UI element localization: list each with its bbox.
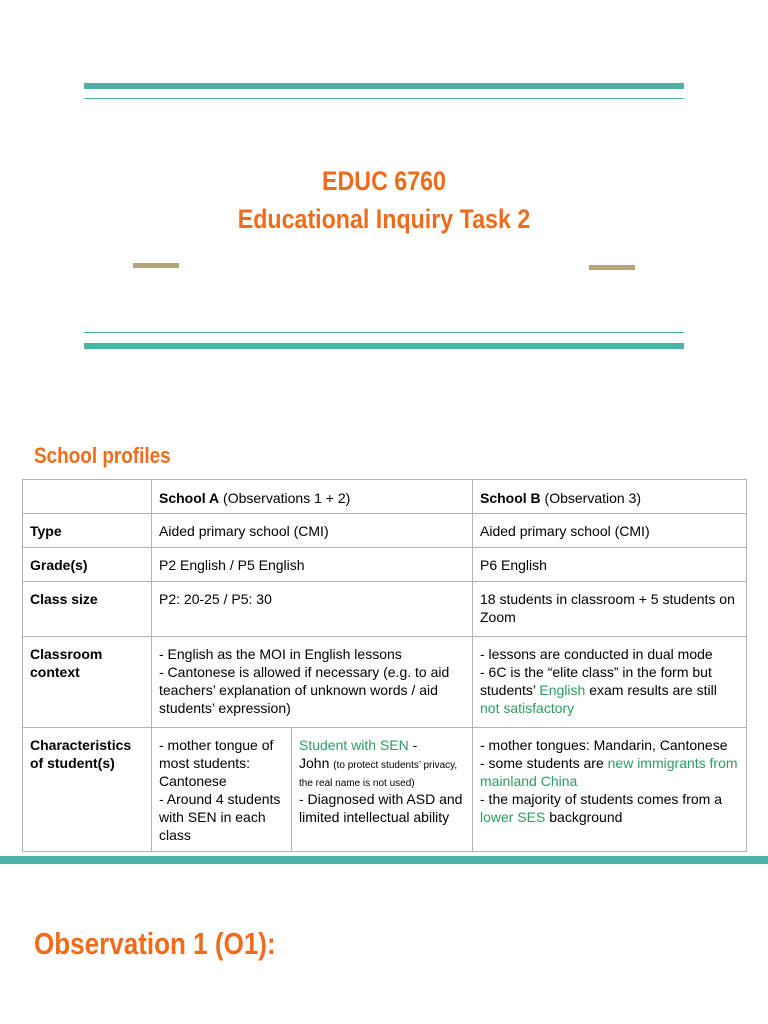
table-row bbox=[23, 728, 747, 852]
characteristics-b-line3 bbox=[480, 790, 739, 826]
characteristics-b-text3: background bbox=[545, 809, 623, 825]
school-a-name: School A bbox=[159, 490, 220, 506]
characteristics-b-text2: - the majority of students comes from a bbox=[480, 791, 722, 807]
class-size-school-b: 18 students in classroom + 5 students on Zoom bbox=[473, 582, 747, 637]
characteristics-a-left1: - mother tongue of most students: Cantonese bbox=[159, 737, 274, 789]
characteristics-b-highlight-immigrants: new immigrants from mainland China bbox=[480, 755, 738, 789]
row-label-grade: Grade(s) bbox=[23, 548, 152, 582]
type-school-b: Aided primary school (CMI) bbox=[473, 514, 747, 548]
characteristics-school-b bbox=[473, 728, 747, 852]
context-b-highlight-english: English bbox=[539, 682, 586, 698]
characteristics-a-left2: - Around 4 students with SEN in each class bbox=[159, 791, 281, 843]
header-school-b bbox=[473, 480, 747, 514]
table-row bbox=[23, 548, 747, 582]
header-empty-cell bbox=[23, 480, 152, 514]
characteristics-school-a bbox=[152, 728, 473, 852]
context-a-line1: - English as the MOI in English lessons bbox=[159, 646, 402, 662]
left-accent-dash bbox=[133, 263, 179, 268]
context-a-line2: - Cantonese is allowed if necessary (e.g. to aid teachers’ explanation of unknown words / aid students’ expression) bbox=[159, 664, 450, 716]
characteristics-b-highlight-ses: lower SES bbox=[480, 809, 546, 825]
sen-student-name: John bbox=[299, 755, 334, 771]
observation-heading: Observation 1 (O1): bbox=[34, 926, 276, 961]
section-divider-rule bbox=[0, 856, 768, 864]
section-heading: School profiles bbox=[34, 443, 171, 468]
table-row bbox=[23, 582, 747, 637]
school-b-name: School B bbox=[480, 490, 541, 506]
context-b-line1: - lessons are conducted in dual mode bbox=[480, 646, 713, 662]
context-b-line2 bbox=[480, 663, 739, 717]
school-a-note: (Observations 1 + 2) bbox=[219, 490, 351, 506]
characteristics-a-sen-student bbox=[292, 728, 472, 851]
row-label-class-size: Class size bbox=[23, 582, 152, 637]
characteristics-b-line1: - mother tongues: Mandarin, Cantonese bbox=[480, 737, 728, 753]
context-b-text-mid: exam results are still bbox=[585, 682, 717, 698]
document-title-line1: EDUC 6760 bbox=[322, 166, 446, 196]
document-title-line2: Educational Inquiry Task 2 bbox=[237, 204, 531, 234]
characteristics-b-line2 bbox=[480, 754, 739, 790]
bottom-thin-rule bbox=[84, 332, 684, 333]
right-accent-dash bbox=[589, 265, 635, 270]
grade-school-b: P6 English bbox=[473, 548, 747, 582]
sen-dash: - bbox=[408, 737, 418, 753]
bottom-thick-rule bbox=[84, 343, 684, 349]
school-profiles-table bbox=[22, 479, 747, 852]
sen-privacy-note: (to protect students’ privacy, the real name is not used) bbox=[299, 760, 458, 789]
context-b-text: - 6C is the “elite class” in the form but students’ bbox=[480, 664, 712, 698]
table-row bbox=[23, 637, 747, 728]
top-thick-rule bbox=[84, 83, 684, 89]
header-school-a bbox=[152, 480, 473, 514]
context-school-a bbox=[152, 637, 473, 728]
class-size-school-a: P2: 20-25 / P5: 30 bbox=[152, 582, 473, 637]
table-row bbox=[23, 480, 747, 514]
top-thin-rule bbox=[84, 98, 684, 99]
context-b-highlight-result: not satisfactory bbox=[480, 700, 575, 716]
table-row bbox=[23, 514, 747, 548]
type-school-a: Aided primary school (CMI) bbox=[152, 514, 473, 548]
sen-student-intro bbox=[299, 736, 465, 790]
row-label-characteristics: Characteristics of student(s) bbox=[23, 728, 152, 852]
sen-diagnosis: - Diagnosed with ASD and limited intellectual ability bbox=[299, 791, 463, 825]
characteristics-a-general bbox=[152, 728, 292, 851]
grade-school-a: P2 English / P5 English bbox=[152, 548, 473, 582]
school-b-note: (Observation 3) bbox=[540, 490, 642, 506]
characteristics-b-text: - some students are bbox=[480, 755, 608, 771]
sen-student-highlight: Student with SEN bbox=[299, 737, 409, 753]
context-school-b bbox=[473, 637, 747, 728]
row-label-context: Classroom context bbox=[23, 637, 152, 728]
row-label-type: Type bbox=[23, 514, 152, 548]
